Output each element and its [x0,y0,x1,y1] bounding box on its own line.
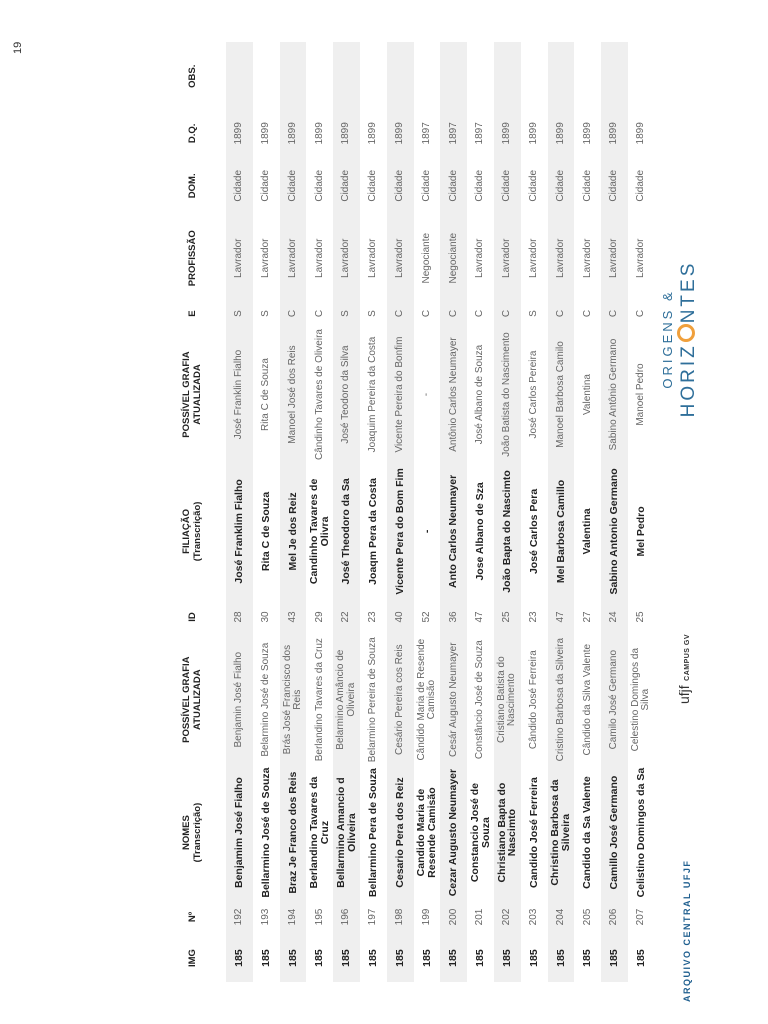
table-row [521,42,548,982]
cell-filiacao: Mel Je dos Reiz [280,463,307,600]
header-grafia-filiacao: POSSÍVEL GRAFIA ATUALIZADA [181,351,203,438]
cell-obs [360,42,387,111]
cell-grafia-nome: Cesário Pereira cos Reis [387,634,414,765]
logo-text-bottom-left: HORIZ [678,343,699,418]
cell-nome: Camillo José Germano [601,765,628,900]
cell-domicilio: Cidade [387,156,414,215]
header-estado: E [186,310,198,317]
cell-profissao: Lavrador [581,238,593,278]
cell-nome: Celistino Domingos da Sa [635,767,647,898]
cell-grafia-filiacao: Cândinho Tavares de Oliveira [313,329,325,461]
table-row [601,42,628,982]
cell-nome: Bellarmino Pera de Souza [367,768,380,898]
cell-id: 47 [474,611,486,623]
cell-grafia-nome: Cândido da Silva Valente [581,643,593,756]
cell-id: 52 [420,611,432,623]
cell-domicilio: Cidade [226,156,253,215]
cell-profissao: Lavrador [260,238,272,278]
cell-obs [628,42,655,111]
cell-id: 25 [494,600,521,634]
cell-domicilio: Cidade [474,169,486,202]
cell-grafia-nome: Cesár Augusto Neumayer [440,634,467,765]
cell-filiacao: Rita C de Souza [259,491,272,572]
cell-obs [226,42,253,111]
header-profissao: PROFISSÃO [186,230,198,287]
cell-obs [521,42,548,111]
cell-profissao: Lavrador [367,238,379,278]
cell-img: 185 [581,949,594,967]
cell-grafia-nome: Camilo José Germano [601,634,628,765]
cell-filiacao: José Theodoro da Sa [333,463,360,600]
cell-img: 185 [387,934,414,982]
cell-domicilio: Cidade [367,169,379,202]
cell-profissao: Lavrador [226,215,253,301]
cell-grafia-nome: Celestino Domingos da Silva [630,647,652,752]
cell-dq: 1897 [440,111,467,157]
table-row [226,42,253,982]
cell-grafia-filiacao: Joaquim Pereira da Costa [367,336,379,453]
header-dq: D.Q. [186,123,198,144]
cell-profissao: Lavrador [474,238,486,278]
header-numero: Nº [186,911,198,923]
cell-profissao: Lavrador [280,215,307,301]
cell-img: 185 [420,949,433,967]
table-header [160,42,226,982]
cell-filiacao: Sabino Antonio Germano [601,463,628,600]
cell-domicilio: Cidade [280,156,307,215]
cell-estado: C [440,301,467,326]
cell-dq: 1899 [367,122,379,145]
cell-grafia-nome: Belarmino Pereira de Souza [367,637,379,763]
cell-numero: 202 [494,900,521,934]
header-filiacao: FILIAÇÃO (Transcrição) [181,501,203,562]
cell-grafia-filiacao: Manoel Pedro [635,363,647,426]
cell-dq: 1899 [226,111,253,157]
cell-id: 36 [440,600,467,634]
cell-grafia-nome: Brás José Francisco dos Reis [280,634,307,765]
cell-grafia-nome: Benjamin José Fialho [226,634,253,765]
cell-id: 28 [226,600,253,634]
cell-domicilio: Cidade [313,169,325,202]
cell-numero: 193 [260,908,272,926]
cell-numero: 194 [280,900,307,934]
cell-dq: 1897 [420,122,432,145]
cell-grafia-filiacao: Antônio Carlos Neumayer [440,326,467,463]
cell-nome: Constancio José de Souza [468,782,492,883]
table-row [414,42,441,982]
cell-dq: 1899 [548,111,575,157]
cell-profissao: Lavrador [333,215,360,301]
cell-img: 185 [601,934,628,982]
cell-img: 185 [367,949,380,967]
header-row [160,42,226,982]
cell-img: 185 [259,949,272,967]
cell-id: 40 [387,600,414,634]
cell-obs [306,42,333,111]
cell-grafia-filiacao: João Batista do Nascimento [494,326,521,463]
cell-nome: Bellarmino José de Souza [259,767,272,898]
cell-nome: Berlandino Tavares da Cruz [308,776,331,889]
cell-grafia-nome: Constâncio José de Souza [474,640,486,760]
cell-profissao: Lavrador [494,215,521,301]
cell-id: 23 [367,611,379,623]
header-grafia-nome: POSSÍVEL GRAFIA ATUALIZADA [181,656,203,743]
cell-img: 185 [527,949,540,967]
cell-grafia-filiacao: Valentina [581,374,593,416]
cell-grafia-filiacao: - [420,392,432,397]
cell-estado: C [474,309,486,318]
cell-nome: Bellarmino Amancio d Oliveira [333,765,360,900]
cell-profissao: Lavrador [635,238,647,278]
cell-domicilio: Cidade [420,169,432,202]
cell-id: 25 [635,611,647,623]
cell-estado: S [367,310,379,317]
table-row [387,42,414,982]
logo-text-bottom-right: NTES [678,260,699,324]
cell-domicilio: Cidade [333,156,360,215]
cell-obs [440,42,467,111]
cell-nome: Christino Barbosa da Silveira [548,765,575,900]
cell-profissao: Negociante [420,232,432,284]
cell-id: 23 [528,611,540,623]
table-row [440,42,467,982]
table-row [467,42,494,982]
cell-numero: 206 [601,900,628,934]
cell-filiacao: Mel Barbosa Camillo [548,463,575,600]
table-body [226,42,655,982]
table-row [574,42,601,982]
cell-filiacao: - [420,529,433,534]
cell-profissao: Lavrador [387,215,414,301]
cell-obs [253,42,280,111]
cell-numero: 205 [581,908,593,926]
cell-obs [414,42,441,111]
cell-dq: 1899 [280,111,307,157]
table-row [548,42,575,982]
records-table [160,42,655,982]
cell-grafia-filiacao: José Albano de Souza [474,344,486,445]
cell-numero: 201 [474,908,486,926]
cell-grafia-filiacao: José Franklin Fialho [226,326,253,463]
cell-estado: S [226,301,253,326]
cell-estado: C [548,301,575,326]
table-row [306,42,333,982]
cell-obs [333,42,360,111]
cell-filiacao: Joaqm Pera da Costa [367,478,380,585]
cell-filiacao: Jose Albano de Sza [474,482,487,581]
cell-numero: 195 [313,908,325,926]
cell-numero: 200 [440,900,467,934]
cell-img: 185 [226,934,253,982]
cell-dq: 1899 [635,122,647,145]
table-row [494,42,521,982]
cell-filiacao: José Carlos Pera [527,488,540,575]
cell-domicilio: Cidade [635,169,647,202]
table-row [253,42,280,982]
cell-estado: C [280,301,307,326]
table-row [280,42,307,982]
campus-logo-text: CAMPUS GV [684,633,691,681]
cell-filiacao: Valentina [581,508,594,555]
page-number: 19 [12,41,24,54]
cell-grafia-filiacao: Manoel Barbosa Camilo [548,326,575,463]
cell-obs [548,42,575,111]
cell-dq: 1899 [528,122,540,145]
cell-dq: 1899 [313,122,325,145]
cell-img: 185 [494,934,521,982]
cell-nome: Cesario Pera dos Reiz [387,765,414,900]
cell-nome: Christiano Bapta do Nascimto [494,765,521,900]
header-obs: OBS. [186,64,198,88]
cell-grafia-filiacao: Manoel José dos Reis [280,326,307,463]
cell-filiacao: Candinho Tavares de Olivra [308,478,331,585]
cell-dq: 1899 [260,122,272,145]
cell-domicilio: Cidade [548,156,575,215]
cell-nome: Cezar Augusto Neumayer [440,765,467,900]
cell-numero: 198 [387,900,414,934]
cell-grafia-nome: Berlandino Tavares da Cruz [313,638,325,762]
cell-numero: 203 [528,908,540,926]
cell-nome: Candido da Sa Valente [581,776,594,889]
table-row [333,42,360,982]
cell-profissao: Lavrador [601,215,628,301]
cell-obs [387,42,414,111]
cell-estado: C [601,301,628,326]
cell-filiacao: Vicente Pera do Bom Fim [387,463,414,600]
cell-numero: 196 [333,900,360,934]
cell-profissao: Lavrador [313,238,325,278]
cell-numero: 197 [367,908,379,926]
cell-dq: 1899 [581,122,593,145]
cell-img: 185 [333,934,360,982]
cell-grafia-filiacao: José Teodoro da Silva [333,326,360,463]
logo-text-top: ORIGENS & [660,289,675,389]
cell-img: 185 [313,949,326,967]
cell-id: 47 [548,600,575,634]
cell-estado: S [260,310,272,317]
cell-numero: 199 [420,908,432,926]
logo-text-bottom [677,214,700,464]
cell-filiacao: José Franklim Fialho [226,463,253,600]
cell-nome: Braz Je Franco dos Reis [280,765,307,900]
origens-horizontes-logo [660,214,700,464]
cell-dq: 1899 [387,111,414,157]
cell-domicilio: Cidade [440,156,467,215]
header-img: IMG [186,949,198,968]
cell-estado: C [635,309,647,318]
cell-numero: 204 [548,900,575,934]
cell-estado: C [581,309,593,318]
cell-estado: S [333,301,360,326]
cell-filiacao: Mel Pedro [635,506,647,557]
header-domicilio: DOM. [186,173,198,199]
cell-img: 185 [280,934,307,982]
ufjf-campus-logo [676,634,694,704]
cell-numero: 207 [635,908,647,926]
archive-footer-label: ARQUIVO CENTRAL UFJF [682,859,692,1002]
cell-domicilio: Cidade [494,156,521,215]
cell-estado: C [420,309,432,318]
cell-obs [494,42,521,111]
cell-dq: 1899 [333,111,360,157]
cell-obs [601,42,628,111]
cell-grafia-nome: Cristino Barbosa da Silveira [548,634,575,765]
cell-nome: Candido Maria de Resende Camisão [415,787,438,878]
cell-filiacao: Anto Carlos Neumayer [440,463,467,600]
cell-numero: 192 [226,900,253,934]
cell-id: 30 [260,611,272,623]
cell-obs [280,42,307,111]
cell-grafia-filiacao: Rita C de Souza [260,358,272,431]
cell-domicilio: Cidade [581,169,593,202]
cell-grafia-filiacao: José Carlos Pereira [528,350,540,439]
cell-estado: S [528,310,540,317]
cell-nome: Benjamim José Fialho [226,765,253,900]
cell-nome: Candido José Ferreira [527,777,540,889]
cell-estado: C [494,301,521,326]
cell-grafia-nome: Belarmino José de Souza [260,642,272,757]
cell-domicilio: Cidade [601,156,628,215]
table-row [360,42,387,982]
cell-dq: 1897 [474,122,486,145]
cell-id: 24 [601,600,628,634]
cell-grafia-filiacao: Sabino Antônio Germano [601,326,628,463]
cell-img: 185 [635,949,647,967]
cell-grafia-filiacao: Vicente Pereira do Bonfim [387,326,414,463]
cell-estado: C [387,301,414,326]
cell-id: 22 [333,600,360,634]
cell-img: 185 [474,949,487,967]
ufjf-logo-text: ufjf [676,685,692,704]
header-id: ID [186,612,198,622]
cell-filiacao: João Bapta do Nascimto [494,463,521,600]
cell-grafia-nome: Cândido José Ferreira [528,650,540,750]
cell-img: 185 [440,934,467,982]
cell-img: 185 [548,934,575,982]
cell-grafia-nome: Cândido Maria de Resende Camisão [415,638,437,761]
cell-id: 43 [280,600,307,634]
cell-profissao: Lavrador [548,215,575,301]
cell-id: 29 [313,611,325,623]
table-row [628,42,655,982]
cell-obs [467,42,494,111]
header-nomes: NOMES (Transcrição) [181,802,203,863]
cell-grafia-nome: Cristiano Batista do Nascimento [494,634,521,765]
logo-ring-icon [677,324,695,342]
cell-grafia-nome: Belarmino Amâncio de Oliveira [333,634,360,765]
cell-dq: 1899 [601,111,628,157]
cell-profissao: Negociante [440,215,467,301]
cell-estado: C [313,309,325,318]
cell-id: 27 [581,611,593,623]
cell-dq: 1899 [494,111,521,157]
cell-domicilio: Cidade [528,169,540,202]
cell-domicilio: Cidade [260,169,272,202]
cell-obs [574,42,601,111]
cell-profissao: Lavrador [528,238,540,278]
